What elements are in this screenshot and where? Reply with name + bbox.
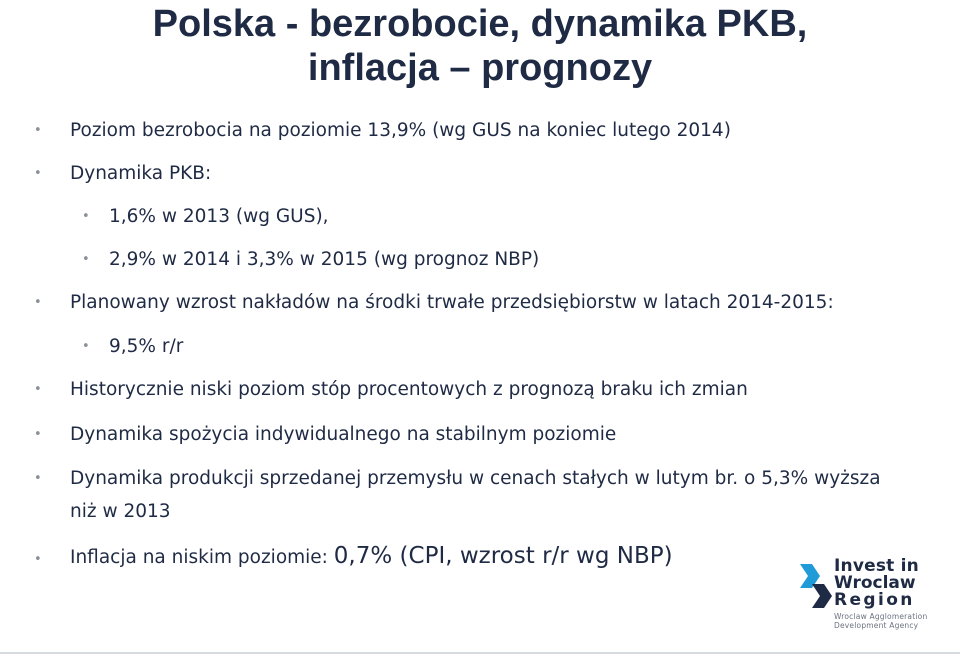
chevron-mark-icon — [798, 560, 834, 612]
bullet-dot-icon: • — [34, 382, 42, 397]
title-line-2: inflacja – prognozy — [307, 47, 653, 89]
sub-bullet-investment-rate — [82, 335, 184, 359]
logo-line-2: Wroclaw — [834, 573, 916, 593]
bullet-dot-icon: • — [82, 339, 90, 354]
bullet-inflation — [34, 543, 673, 570]
bullet-gdp — [34, 162, 212, 186]
sub-bullet-gdp-2013 — [82, 205, 329, 229]
bullet-text: Poziom bezrobocia na poziomie 13,9% (wg GUS na koniec lutego 2014) — [70, 120, 731, 141]
bullet-dot-icon: • — [34, 471, 42, 486]
sub-bullet-gdp-forecast — [82, 248, 540, 272]
invest-in-wroclaw-logo — [798, 556, 948, 634]
logo-subtitle-line-1: Wroclaw Agglomeration — [834, 612, 928, 621]
bullet-text: Historycznie niski poziom stóp procentowych z prognozą braku ich zmian — [70, 379, 748, 400]
bullet-text: 2,9% w 2014 i 3,3% w 2015 (wg prognoz NBP) — [109, 249, 540, 270]
bottom-divider — [0, 652, 960, 654]
bullet-text: 9,5% r/r — [109, 336, 184, 357]
bullet-text: Inflacja na niskim poziomie: — [70, 547, 334, 568]
inflation-value: 0,7% (CPI, wzrost r/r wg NBP) — [333, 543, 673, 569]
bullet-text: Dynamika produkcji sprzedanej przemysłu w cenach stałych w lutym br. o 5,3% wyższa — [70, 468, 881, 489]
bullet-dot-icon: • — [34, 552, 42, 567]
bullet-dot-icon: • — [34, 166, 42, 181]
logo-line-1: Invest in — [834, 556, 919, 576]
bullet-dot-icon: • — [34, 295, 42, 310]
bullet-text: Planowany wzrost nakładów na środki trwałe przedsiębiorstw w latach 2014-2015: — [70, 292, 834, 313]
title-line-1: Polska - bezrobocie, dynamika PKB, — [152, 3, 808, 45]
logo-subtitle-line-2: Development Agency — [834, 621, 919, 630]
bullet-investment — [34, 291, 834, 315]
bullet-unemployment — [34, 119, 731, 143]
bullet-industrial-production-cont — [70, 500, 171, 524]
page-title — [0, 2, 960, 90]
bullet-text: niż w 2013 — [70, 501, 171, 522]
bullet-dot-icon: • — [34, 123, 42, 138]
bullet-interest-rates — [34, 378, 748, 402]
logo-line-3: Region — [834, 590, 915, 610]
bullet-dot-icon: • — [82, 209, 90, 224]
bullet-dot-icon: • — [34, 427, 42, 442]
bullet-consumption — [34, 423, 617, 447]
bullet-industrial-production — [34, 467, 881, 491]
bullet-text: Dynamika spożycia indywidualnego na stabilnym poziomie — [70, 424, 617, 445]
bullet-text: 1,6% w 2013 (wg GUS), — [109, 206, 329, 227]
bullet-dot-icon: • — [82, 252, 90, 267]
logo-subtitle — [834, 612, 927, 630]
bullet-text: Dynamika PKB: — [70, 163, 212, 184]
